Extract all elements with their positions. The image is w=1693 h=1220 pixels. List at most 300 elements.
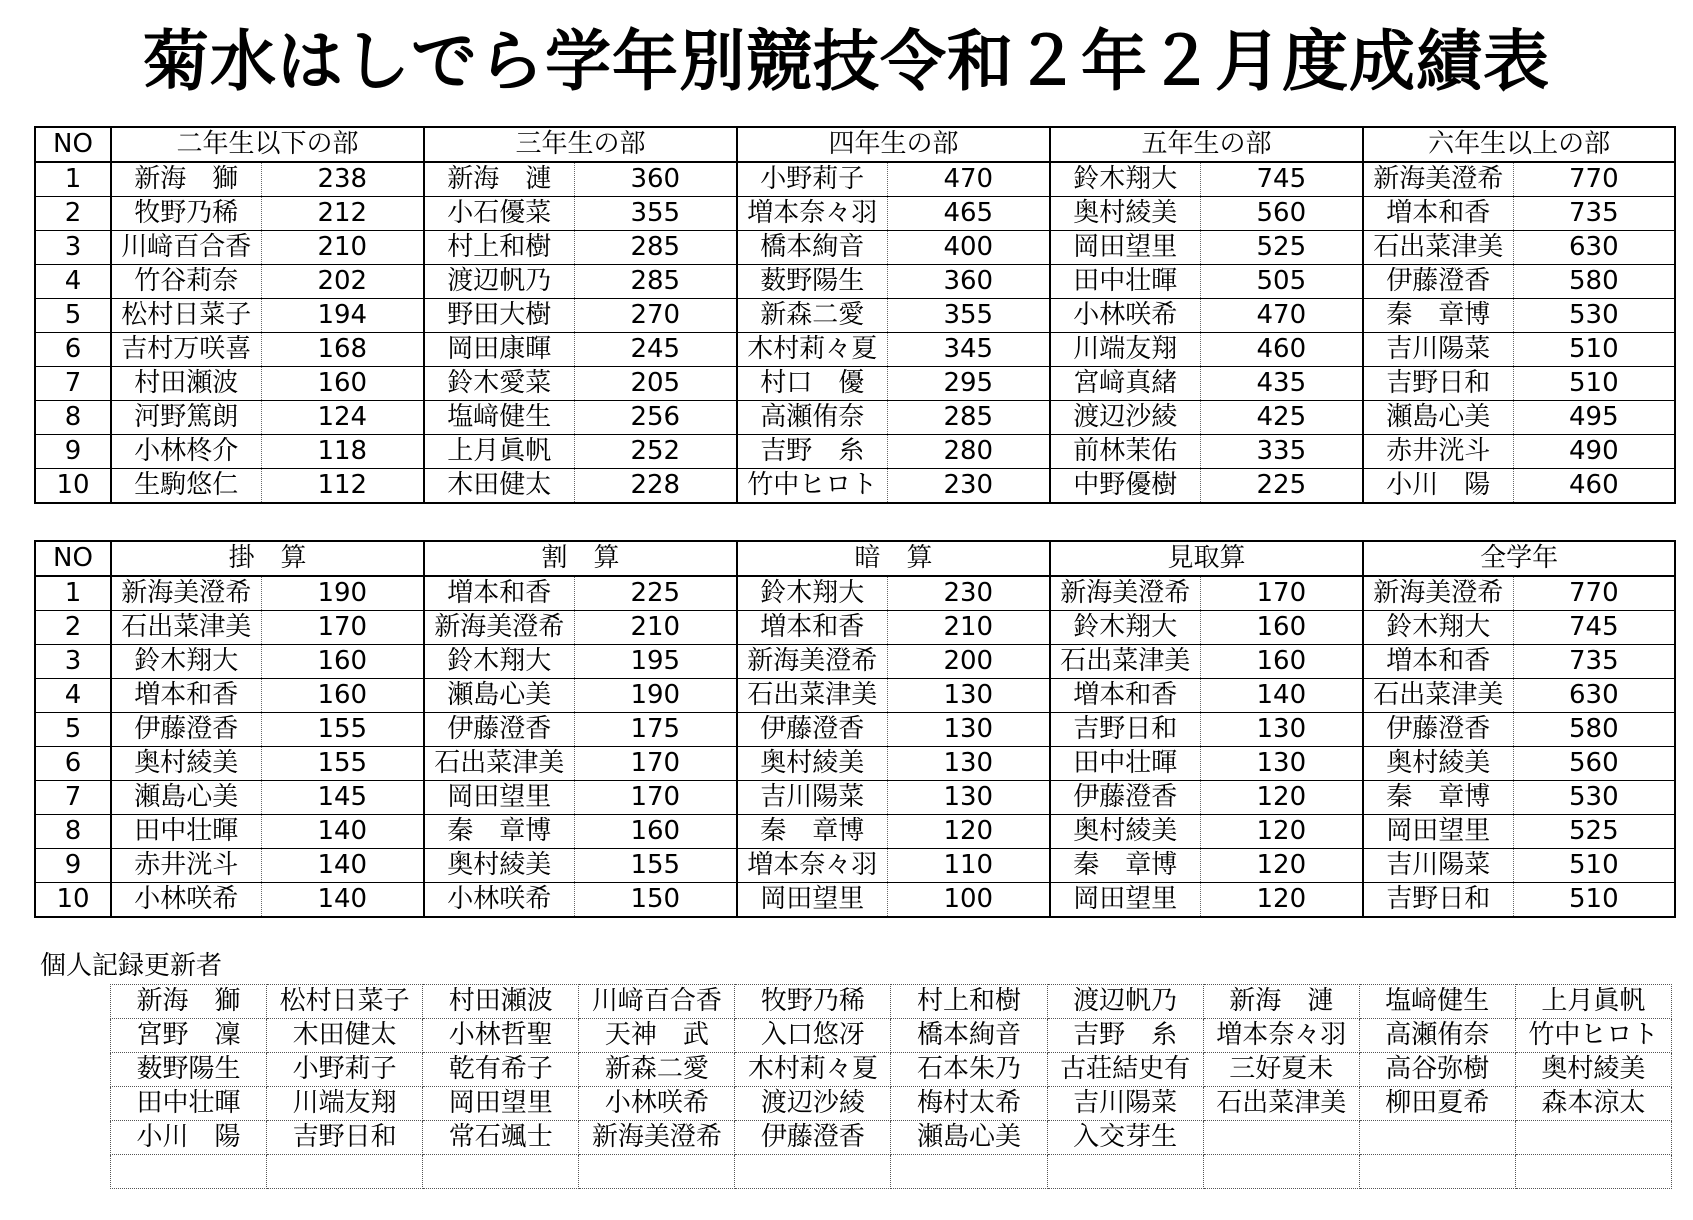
record-name-cell: [1203, 1155, 1359, 1189]
score-cell: 155: [574, 849, 737, 883]
score-cell: 160: [261, 645, 424, 679]
record-name-cell: 天神 武: [579, 1019, 735, 1053]
category-results-table: [34, 540, 1676, 918]
name-cell: 田中壮暉: [111, 815, 261, 849]
score-cell: 228: [574, 469, 737, 504]
score-cell: 195: [574, 645, 737, 679]
table-row: [35, 265, 1675, 299]
name-cell: 伊藤澄香: [737, 713, 887, 747]
table-row: [35, 299, 1675, 333]
score-cell: 510: [1513, 333, 1675, 367]
name-cell: 奥村綾美: [1050, 197, 1200, 231]
score-cell: 124: [261, 401, 424, 435]
score-cell: 160: [261, 367, 424, 401]
record-name-cell: 新海 獅: [111, 985, 267, 1019]
table-row: [35, 747, 1675, 781]
name-cell: 新海美澄希: [111, 576, 261, 611]
score-cell: 525: [1200, 231, 1363, 265]
record-name-cell: 新森二愛: [579, 1053, 735, 1087]
score-cell: 120: [887, 815, 1050, 849]
score-cell: 335: [1200, 435, 1363, 469]
score-cell: 510: [1513, 849, 1675, 883]
name-cell: 渡辺帆乃: [424, 265, 574, 299]
score-cell: 465: [887, 197, 1050, 231]
name-cell: 小林咲希: [111, 883, 261, 918]
rank-cell: 3: [35, 645, 111, 679]
rank-cell: 1: [35, 162, 111, 197]
name-cell: 石出菜津美: [1050, 645, 1200, 679]
record-name-cell: 増本奈々羽: [1203, 1019, 1359, 1053]
score-cell: 205: [574, 367, 737, 401]
name-cell: 鈴木翔大: [111, 645, 261, 679]
table-row: [35, 197, 1675, 231]
score-cell: 580: [1513, 265, 1675, 299]
score-cell: 160: [1200, 611, 1363, 645]
table-row: [35, 815, 1675, 849]
name-cell: 中野優樹: [1050, 469, 1200, 504]
table-header-row: [35, 541, 1675, 576]
score-cell: 130: [1200, 713, 1363, 747]
score-cell: 735: [1513, 645, 1675, 679]
name-cell: 河野篤朗: [111, 401, 261, 435]
score-cell: 210: [574, 611, 737, 645]
record-name-cell: 古荘結史有: [1047, 1053, 1203, 1087]
score-cell: 345: [887, 333, 1050, 367]
score-cell: 530: [1513, 299, 1675, 333]
score-cell: 252: [574, 435, 737, 469]
record-name-cell: [1359, 1121, 1515, 1155]
column-header: 全学年: [1363, 541, 1675, 576]
record-name-cell: 石本朱乃: [891, 1053, 1047, 1087]
table-header-row: [35, 127, 1675, 162]
score-cell: 425: [1200, 401, 1363, 435]
rank-cell: 5: [35, 713, 111, 747]
record-name-cell: 小野莉子: [267, 1053, 423, 1087]
table-row: [35, 883, 1675, 918]
name-cell: 渡辺沙綾: [1050, 401, 1200, 435]
name-cell: 鈴木愛菜: [424, 367, 574, 401]
name-cell: 増本和香: [424, 576, 574, 611]
score-cell: 140: [1200, 679, 1363, 713]
score-cell: 256: [574, 401, 737, 435]
column-header: 二年生以下の部: [111, 127, 424, 162]
score-cell: 630: [1513, 231, 1675, 265]
rank-cell: 6: [35, 747, 111, 781]
name-cell: 川端友翔: [1050, 333, 1200, 367]
name-cell: 小野莉子: [737, 162, 887, 197]
name-cell: 奥村綾美: [1363, 747, 1513, 781]
name-cell: 田中壮暉: [1050, 265, 1200, 299]
score-cell: 170: [1200, 576, 1363, 611]
name-cell: 吉野日和: [1363, 367, 1513, 401]
name-cell: 赤井洸斗: [1363, 435, 1513, 469]
name-cell: 岡田望里: [737, 883, 887, 918]
rank-cell: 3: [35, 231, 111, 265]
record-name-cell: 木村莉々夏: [735, 1053, 891, 1087]
record-name-cell: 柳田夏希: [1359, 1087, 1515, 1121]
record-name-cell: 村上和樹: [891, 985, 1047, 1019]
record-name-cell: 木田健太: [267, 1019, 423, 1053]
score-cell: 118: [261, 435, 424, 469]
name-cell: 小林柊介: [111, 435, 261, 469]
score-cell: 245: [574, 333, 737, 367]
record-name-cell: 高瀬侑奈: [1359, 1019, 1515, 1053]
record-name-cell: [111, 1155, 267, 1189]
rank-cell: 5: [35, 299, 111, 333]
record-name-cell: [423, 1155, 579, 1189]
column-header: 割 算: [424, 541, 737, 576]
name-cell: 小川 陽: [1363, 469, 1513, 504]
name-cell: 奥村綾美: [737, 747, 887, 781]
score-cell: 194: [261, 299, 424, 333]
table-row: [35, 469, 1675, 504]
rank-cell: 8: [35, 401, 111, 435]
record-name-cell: 宮野 凜: [111, 1019, 267, 1053]
column-header: 見取算: [1050, 541, 1363, 576]
record-name-cell: 梅村太希: [891, 1087, 1047, 1121]
score-cell: 770: [1513, 576, 1675, 611]
table-row: [35, 367, 1675, 401]
name-cell: 薮野陽生: [737, 265, 887, 299]
name-cell: 木村莉々夏: [737, 333, 887, 367]
record-name-cell: 渡辺帆乃: [1047, 985, 1203, 1019]
record-name-cell: [1203, 1121, 1359, 1155]
record-name-cell: 森本涼太: [1515, 1087, 1671, 1121]
record-name-cell: 松村日菜子: [267, 985, 423, 1019]
name-cell: 吉川陽菜: [1363, 333, 1513, 367]
name-cell: 新海美澄希: [1363, 576, 1513, 611]
name-cell: 鈴木翔大: [1050, 162, 1200, 197]
rank-cell: 10: [35, 469, 111, 504]
score-cell: 745: [1513, 611, 1675, 645]
record-name-cell: 吉野 糸: [1047, 1019, 1203, 1053]
name-cell: 竹谷莉奈: [111, 265, 261, 299]
name-cell: 増本和香: [1363, 645, 1513, 679]
record-name-cell: 石出菜津美: [1203, 1087, 1359, 1121]
name-cell: 増本和香: [111, 679, 261, 713]
record-name-cell: 新海美澄希: [579, 1121, 735, 1155]
score-cell: 120: [1200, 883, 1363, 918]
rank-cell: 2: [35, 197, 111, 231]
record-name-cell: 牧野乃稀: [735, 985, 891, 1019]
record-name-cell: 小川 陽: [111, 1121, 267, 1155]
table-row: [35, 713, 1675, 747]
score-cell: 200: [887, 645, 1050, 679]
score-cell: 225: [574, 576, 737, 611]
score-cell: 170: [261, 611, 424, 645]
records-row: [111, 1121, 1672, 1155]
score-cell: 225: [1200, 469, 1363, 504]
name-cell: 吉村万咲喜: [111, 333, 261, 367]
name-cell: 松村日菜子: [111, 299, 261, 333]
rank-cell: 9: [35, 849, 111, 883]
name-cell: 新海美澄希: [1050, 576, 1200, 611]
records-row: [111, 1087, 1672, 1121]
score-cell: 130: [887, 679, 1050, 713]
name-cell: 竹中ヒロト: [737, 469, 887, 504]
score-cell: 400: [887, 231, 1050, 265]
name-cell: 塩﨑健生: [424, 401, 574, 435]
records-table: [110, 984, 1672, 1189]
score-cell: 120: [1200, 849, 1363, 883]
rank-cell: 9: [35, 435, 111, 469]
score-cell: 355: [574, 197, 737, 231]
name-cell: 赤井洸斗: [111, 849, 261, 883]
record-name-cell: 瀬島心美: [891, 1121, 1047, 1155]
score-cell: 175: [574, 713, 737, 747]
score-cell: 230: [887, 576, 1050, 611]
column-header: 六年生以上の部: [1363, 127, 1675, 162]
rank-cell: 6: [35, 333, 111, 367]
score-cell: 505: [1200, 265, 1363, 299]
record-name-cell: 渡辺沙綾: [735, 1087, 891, 1121]
table-row: [35, 162, 1675, 197]
table-row: [35, 849, 1675, 883]
record-name-cell: 田中壮暉: [111, 1087, 267, 1121]
score-cell: 285: [887, 401, 1050, 435]
score-cell: 130: [1200, 747, 1363, 781]
name-cell: 岡田望里: [1050, 883, 1200, 918]
records-label: 個人記録更新者: [40, 951, 223, 981]
records-row: [111, 985, 1672, 1019]
name-cell: 鈴木翔大: [1050, 611, 1200, 645]
score-cell: 560: [1200, 197, 1363, 231]
name-cell: 秦 章博: [1363, 299, 1513, 333]
record-name-cell: 入交芽生: [1047, 1121, 1203, 1155]
score-cell: 770: [1513, 162, 1675, 197]
grade-results-table: [34, 126, 1676, 504]
name-cell: 秦 章博: [1363, 781, 1513, 815]
name-cell: 岡田望里: [1050, 231, 1200, 265]
record-name-cell: 岡田望里: [423, 1087, 579, 1121]
name-cell: 吉川陽菜: [737, 781, 887, 815]
score-cell: 238: [261, 162, 424, 197]
score-cell: 140: [261, 849, 424, 883]
score-cell: 202: [261, 265, 424, 299]
name-cell: 上月眞帆: [424, 435, 574, 469]
name-cell: 秦 章博: [737, 815, 887, 849]
name-cell: 木田健太: [424, 469, 574, 504]
name-cell: 村田瀬波: [111, 367, 261, 401]
record-name-cell: 上月眞帆: [1515, 985, 1671, 1019]
name-cell: 牧野乃稀: [111, 197, 261, 231]
name-cell: 秦 章博: [1050, 849, 1200, 883]
name-cell: 鈴木翔大: [424, 645, 574, 679]
score-cell: 530: [1513, 781, 1675, 815]
score-cell: 168: [261, 333, 424, 367]
score-cell: 130: [887, 713, 1050, 747]
name-cell: 石出菜津美: [1363, 231, 1513, 265]
rank-cell: 7: [35, 367, 111, 401]
name-cell: 新海美澄希: [1363, 162, 1513, 197]
score-cell: 360: [574, 162, 737, 197]
record-name-cell: 吉川陽菜: [1047, 1087, 1203, 1121]
score-cell: 155: [261, 747, 424, 781]
record-name-cell: [267, 1155, 423, 1189]
score-cell: 745: [1200, 162, 1363, 197]
name-cell: 石出菜津美: [111, 611, 261, 645]
name-cell: 伊藤澄香: [424, 713, 574, 747]
score-cell: 120: [1200, 815, 1363, 849]
column-header: 掛 算: [111, 541, 424, 576]
table-row: [35, 401, 1675, 435]
score-cell: 510: [1513, 367, 1675, 401]
score-cell: 460: [1513, 469, 1675, 504]
name-cell: 新森二愛: [737, 299, 887, 333]
name-cell: 村上和樹: [424, 231, 574, 265]
name-cell: 生駒悠仁: [111, 469, 261, 504]
name-cell: 瀬島心美: [424, 679, 574, 713]
name-cell: 石出菜津美: [1363, 679, 1513, 713]
score-cell: 145: [261, 781, 424, 815]
record-name-cell: 村田瀬波: [423, 985, 579, 1019]
score-cell: 360: [887, 265, 1050, 299]
score-cell: 170: [574, 781, 737, 815]
name-cell: 橋本絢音: [737, 231, 887, 265]
name-cell: 小林咲希: [1050, 299, 1200, 333]
name-cell: 新海 漣: [424, 162, 574, 197]
score-cell: 495: [1513, 401, 1675, 435]
name-cell: 川﨑百合香: [111, 231, 261, 265]
record-name-cell: [579, 1155, 735, 1189]
table-row: [35, 231, 1675, 265]
name-cell: 吉野日和: [1050, 713, 1200, 747]
table-row: [35, 781, 1675, 815]
name-cell: 岡田望里: [424, 781, 574, 815]
name-cell: 伊藤澄香: [111, 713, 261, 747]
record-name-cell: [735, 1155, 891, 1189]
score-cell: 212: [261, 197, 424, 231]
rank-cell: 4: [35, 679, 111, 713]
score-cell: 160: [261, 679, 424, 713]
score-cell: 155: [261, 713, 424, 747]
table-row: [35, 435, 1675, 469]
score-cell: 580: [1513, 713, 1675, 747]
score-cell: 120: [1200, 781, 1363, 815]
rank-cell: 4: [35, 265, 111, 299]
score-cell: 525: [1513, 815, 1675, 849]
name-cell: 鈴木翔大: [737, 576, 887, 611]
score-cell: 295: [887, 367, 1050, 401]
name-cell: 野田大樹: [424, 299, 574, 333]
name-cell: 増本和香: [737, 611, 887, 645]
name-cell: 田中壮暉: [1050, 747, 1200, 781]
record-name-cell: 高谷弥樹: [1359, 1053, 1515, 1087]
name-cell: 岡田康暉: [424, 333, 574, 367]
rank-cell: 2: [35, 611, 111, 645]
name-cell: 奥村綾美: [1050, 815, 1200, 849]
records-row: [111, 1019, 1672, 1053]
record-name-cell: 小林哲聖: [423, 1019, 579, 1053]
no-column-header: NO: [35, 541, 111, 576]
score-cell: 285: [574, 231, 737, 265]
score-cell: 470: [1200, 299, 1363, 333]
score-cell: 280: [887, 435, 1050, 469]
name-cell: 奥村綾美: [111, 747, 261, 781]
name-cell: 宮﨑真緒: [1050, 367, 1200, 401]
name-cell: 村口 優: [737, 367, 887, 401]
score-cell: 170: [574, 747, 737, 781]
rank-cell: 1: [35, 576, 111, 611]
record-name-cell: 塩﨑健生: [1359, 985, 1515, 1019]
record-name-cell: 吉野日和: [267, 1121, 423, 1155]
score-cell: 110: [887, 849, 1050, 883]
name-cell: 小林咲希: [424, 883, 574, 918]
score-cell: 630: [1513, 679, 1675, 713]
rank-cell: 10: [35, 883, 111, 918]
name-cell: 新海美澄希: [424, 611, 574, 645]
name-cell: 増本和香: [1363, 197, 1513, 231]
name-cell: 秦 章博: [424, 815, 574, 849]
name-cell: 石出菜津美: [424, 747, 574, 781]
score-cell: 130: [887, 747, 1050, 781]
score-cell: 210: [261, 231, 424, 265]
record-name-cell: 薮野陽生: [111, 1053, 267, 1087]
name-cell: 伊藤澄香: [1363, 265, 1513, 299]
score-cell: 435: [1200, 367, 1363, 401]
score-cell: 230: [887, 469, 1050, 504]
record-name-cell: 橋本絢音: [891, 1019, 1047, 1053]
record-name-cell: 乾有希子: [423, 1053, 579, 1087]
name-cell: 吉野日和: [1363, 883, 1513, 918]
score-cell: 160: [1200, 645, 1363, 679]
name-cell: 増本和香: [1050, 679, 1200, 713]
table-row: [35, 576, 1675, 611]
name-cell: 増本奈々羽: [737, 849, 887, 883]
score-cell: 130: [887, 781, 1050, 815]
score-cell: 355: [887, 299, 1050, 333]
name-cell: 吉川陽菜: [1363, 849, 1513, 883]
record-name-cell: 竹中ヒロト: [1515, 1019, 1671, 1053]
name-cell: 奥村綾美: [424, 849, 574, 883]
score-cell: 112: [261, 469, 424, 504]
score-cell: 460: [1200, 333, 1363, 367]
score-cell: 270: [574, 299, 737, 333]
rank-cell: 7: [35, 781, 111, 815]
record-name-cell: [1515, 1155, 1671, 1189]
score-cell: 190: [574, 679, 737, 713]
table-row: [35, 611, 1675, 645]
score-cell: 560: [1513, 747, 1675, 781]
table-row: [35, 333, 1675, 367]
name-cell: 小石優菜: [424, 197, 574, 231]
score-cell: 100: [887, 883, 1050, 918]
table-row: [35, 645, 1675, 679]
score-cell: 190: [261, 576, 424, 611]
column-header: 四年生の部: [737, 127, 1050, 162]
name-cell: 増本奈々羽: [737, 197, 887, 231]
name-cell: 瀬島心美: [1363, 401, 1513, 435]
score-cell: 140: [261, 883, 424, 918]
record-name-cell: [1047, 1155, 1203, 1189]
record-name-cell: 入口悠冴: [735, 1019, 891, 1053]
name-cell: 瀬島心美: [111, 781, 261, 815]
name-cell: 前林茉佑: [1050, 435, 1200, 469]
records-row: [111, 1155, 1672, 1189]
score-cell: 490: [1513, 435, 1675, 469]
records-row: [111, 1053, 1672, 1087]
column-header: 暗 算: [737, 541, 1050, 576]
record-name-cell: 奥村綾美: [1515, 1053, 1671, 1087]
name-cell: 伊藤澄香: [1363, 713, 1513, 747]
score-cell: 510: [1513, 883, 1675, 918]
no-column-header: NO: [35, 127, 111, 162]
record-name-cell: 新海 漣: [1203, 985, 1359, 1019]
score-cell: 160: [574, 815, 737, 849]
name-cell: 高瀬侑奈: [737, 401, 887, 435]
record-name-cell: 川端友翔: [267, 1087, 423, 1121]
name-cell: 鈴木翔大: [1363, 611, 1513, 645]
